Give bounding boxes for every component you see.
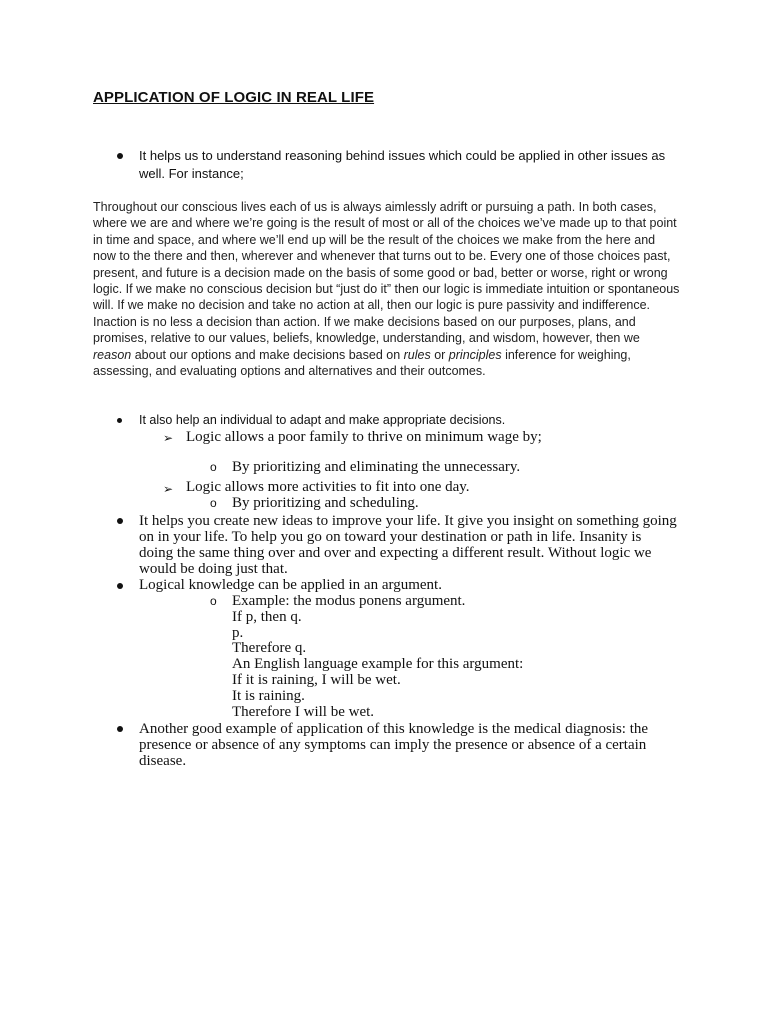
example-line: It is raining.	[232, 688, 305, 704]
sub-item-2: By prioritizing and scheduling.	[232, 495, 419, 511]
circle-bullet-icon: o	[210, 460, 217, 474]
emphasis-rules: rules	[403, 347, 431, 362]
example-line: Therefore q.	[232, 640, 307, 656]
example-line: Therefore I will be wet.	[232, 704, 375, 720]
page-title: APPLICATION OF LOGIC IN REAL LIFE	[93, 89, 375, 106]
body-paragraph	[93, 199, 681, 379]
paragraph-text: inference for weighing, assessing, and evaluating options and alternatives and their outcomes.	[93, 347, 631, 379]
example-line: If p, then q.	[232, 609, 302, 625]
circle-bullet-icon: o	[210, 594, 217, 608]
bullet-item-4: Logical knowledge can be applied in an argument.	[139, 577, 442, 593]
bullet-dot	[117, 726, 123, 732]
bullet-dot	[117, 518, 123, 524]
sub-item-1: By prioritizing and eliminating the unnecessary.	[232, 459, 521, 475]
emphasis-principles: principles	[448, 347, 502, 362]
bullet-item-3: It helps you create new ideas to improve your life. It give you insight on something going on in your life. To help you go on toward your destination or path in life. Insanity is doing the same thing over and over and expecting a different result. Without logic we would be doing just that.	[139, 513, 677, 577]
example-line: Example: the modus ponens argument.	[232, 593, 466, 609]
bullet-dot	[117, 153, 123, 159]
paragraph-text: about our options and make decisions based on	[131, 347, 404, 362]
emphasis-reason: reason	[93, 347, 132, 362]
arrow-item-2: Logic allows more activities to fit into one day.	[186, 479, 470, 495]
bullet-item-2: It also help an individual to adapt and make appropriate decisions.	[139, 413, 506, 427]
arrow-item-1: Logic allows a poor family to thrive on minimum wage by;	[186, 429, 542, 445]
bullet-dot	[117, 583, 123, 589]
example-line: p.	[232, 625, 244, 641]
example-line: If it is raining, I will be wet.	[232, 672, 401, 688]
bullet-dot	[117, 418, 122, 423]
paragraph-text: or	[430, 347, 449, 362]
example-line: An English language example for this argument:	[232, 656, 524, 672]
circle-bullet-icon: o	[210, 496, 217, 510]
paragraph-text: Throughout our conscious lives each of us is always aimlessly adrift or pursuing a path. In both cases, where we are and where we’re going is the result of most or all of the choices we’ve made up to that point in time and space, and where we’ll end up will be the result of the choices we make from the here and now to the there and then, wherever and whenever that turns out to be. Every one of those choices past, present, and future is a decision made on the basis of some good or bad, better or worse, right or wrong logic. If we make no conscious decision but “just do it” then our logic is immediate intuition or spontaneous will. If we make no decision and take no action at all, then our logic is pure passivity and indifference. Inaction is no less a decision than action. If we make decisions based on our purposes, plans, and promises, relative to our values, beliefs, knowledge, understanding, and wisdom, however, then we	[93, 200, 680, 346]
arrow-bullet-icon: ➢	[163, 482, 174, 496]
bullet-item-1: It helps us to understand reasoning behind issues which could be applied in other issues as well. For instance;	[139, 148, 666, 181]
arrow-bullet-icon: ➢	[163, 431, 174, 445]
bullet-item-5: Another good example of application of this knowledge is the medical diagnosis: the presence or absence of any symptoms can imply the presence or absence of a certain disease.	[139, 721, 649, 769]
